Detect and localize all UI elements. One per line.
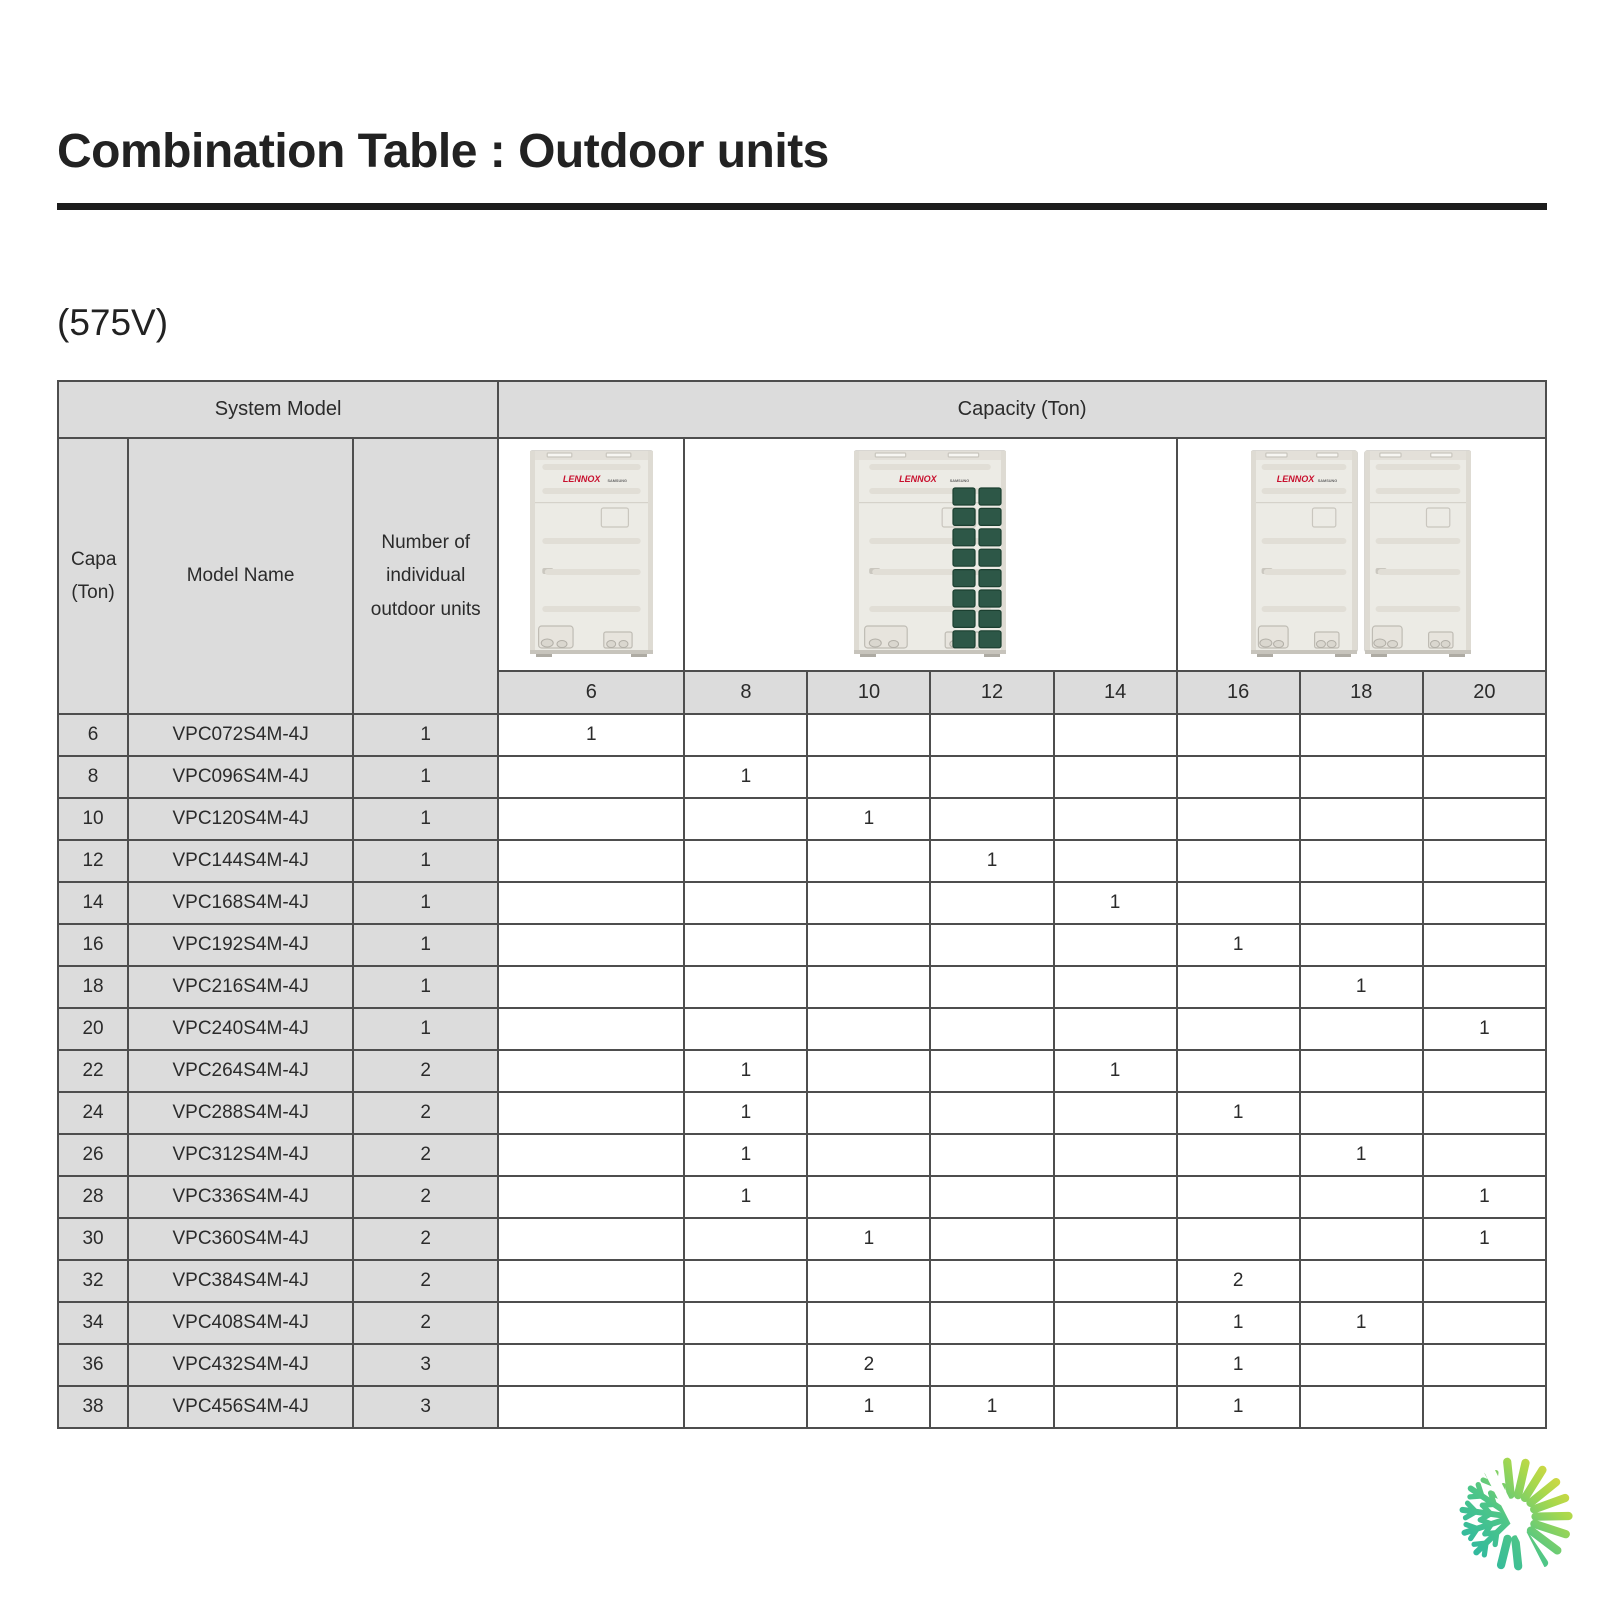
capacity-col-10: 10: [807, 671, 930, 714]
capacity-value-cell: [1423, 714, 1546, 756]
capacity-value-cell: [1177, 1218, 1300, 1260]
table-row: [58, 1302, 1546, 1344]
capacity-value-cell: [1177, 756, 1300, 798]
capacity-value-cell: 1: [684, 1134, 807, 1176]
table-row: [58, 714, 1546, 756]
capacity-value-cell: [1300, 798, 1423, 840]
capacity-value-cell: [1423, 1134, 1546, 1176]
capacity-value-cell: 1: [1300, 966, 1423, 1008]
capacity-value-cell: [1423, 1260, 1546, 1302]
capacity-value-cell: [1300, 1050, 1423, 1092]
capacity-value-cell: [1423, 756, 1546, 798]
model-name-cell: VPC312S4M-4J: [128, 1134, 353, 1176]
table-row: [58, 924, 1546, 966]
capa-cell: 20: [58, 1008, 128, 1050]
capa-cell: 12: [58, 840, 128, 882]
capa-cell: 14: [58, 882, 128, 924]
capacity-value-cell: [1300, 1344, 1423, 1386]
model-name-cell: VPC144S4M-4J: [128, 840, 353, 882]
unit-count-cell: 2: [353, 1260, 498, 1302]
model-name-cell: VPC456S4M-4J: [128, 1386, 353, 1428]
capacity-value-cell: [807, 966, 930, 1008]
capacity-value-cell: [1300, 1386, 1423, 1428]
capacity-value-cell: 1: [1054, 882, 1177, 924]
outdoor-unit-photo-double: [1177, 438, 1546, 671]
combination-table: [57, 380, 1547, 1429]
capacity-value-cell: [1177, 1176, 1300, 1218]
unit-count-cell: 1: [353, 798, 498, 840]
capa-cell: 22: [58, 1050, 128, 1092]
capacity-col-16: 16: [1177, 671, 1300, 714]
svg-text:SAMSUNG: SAMSUNG: [1318, 478, 1338, 483]
capa-cell: 16: [58, 924, 128, 966]
model-name-cell: VPC360S4M-4J: [128, 1218, 353, 1260]
table-row: [58, 756, 1546, 798]
capacity-value-cell: 1: [1054, 1050, 1177, 1092]
capacity-value-cell: 1: [684, 1092, 807, 1134]
model-name-cell: VPC216S4M-4J: [128, 966, 353, 1008]
unit-count-cell: 1: [353, 714, 498, 756]
capa-cell: 6: [58, 714, 128, 756]
model-name-cell: VPC264S4M-4J: [128, 1050, 353, 1092]
table-subheader-row: [58, 438, 1546, 671]
capa-cell: 26: [58, 1134, 128, 1176]
unit-count-cell: 2: [353, 1134, 498, 1176]
capacity-value-cell: [807, 1176, 930, 1218]
capacity-value-cell: [1423, 798, 1546, 840]
capacity-value-cell: [930, 1176, 1053, 1218]
capacity-value-cell: 1: [807, 1386, 930, 1428]
capacity-value-cell: [498, 1176, 684, 1218]
capacity-value-cell: [1423, 840, 1546, 882]
model-name-header: Model Name: [128, 438, 353, 714]
capacity-value-cell: [1054, 1008, 1177, 1050]
capa-cell: 24: [58, 1092, 128, 1134]
capacity-value-cell: 2: [1177, 1260, 1300, 1302]
capacity-value-cell: [807, 882, 930, 924]
capa-cell: 28: [58, 1176, 128, 1218]
capacity-value-cell: [498, 756, 684, 798]
capa-cell: 8: [58, 756, 128, 798]
outdoor-units-count-header: Number of individual outdoor units: [353, 438, 498, 714]
capacity-value-cell: [684, 840, 807, 882]
table-row: [58, 1092, 1546, 1134]
capacity-value-cell: [1300, 1092, 1423, 1134]
capacity-value-cell: [930, 1134, 1053, 1176]
capacity-value-cell: [1054, 1302, 1177, 1344]
capacity-value-cell: [1054, 1218, 1177, 1260]
capacity-value-cell: [1054, 840, 1177, 882]
table-row: [58, 1386, 1546, 1428]
model-name-cell: VPC336S4M-4J: [128, 1176, 353, 1218]
capacity-col-12: 12: [930, 671, 1053, 714]
capacity-value-cell: [1300, 714, 1423, 756]
capacity-value-cell: [807, 1134, 930, 1176]
capacity-col-8: 8: [684, 671, 807, 714]
capacity-value-cell: [1054, 1176, 1177, 1218]
capacity-value-cell: [807, 924, 930, 966]
capacity-value-cell: [684, 1218, 807, 1260]
capacity-value-cell: [1177, 1008, 1300, 1050]
capacity-value-cell: 2: [807, 1344, 930, 1386]
table-row: [58, 1176, 1546, 1218]
capacity-value-cell: [1423, 1092, 1546, 1134]
capacity-value-cell: [1423, 1344, 1546, 1386]
capacity-value-cell: [807, 840, 930, 882]
capacity-value-cell: [930, 1092, 1053, 1134]
capacity-value-cell: [1054, 1386, 1177, 1428]
capacity-value-cell: 1: [1177, 1386, 1300, 1428]
capacity-value-cell: [684, 798, 807, 840]
capacity-value-cell: [807, 1092, 930, 1134]
capacity-value-cell: 1: [930, 1386, 1053, 1428]
outdoor-unit-large-illustration: [854, 448, 1006, 660]
capa-cell: 38: [58, 1386, 128, 1428]
capacity-value-cell: [1177, 798, 1300, 840]
table-row: [58, 798, 1546, 840]
voltage-label: (575V): [57, 302, 169, 343]
capacity-value-cell: [1300, 924, 1423, 966]
capacity-value-cell: [684, 1260, 807, 1302]
capacity-value-cell: [1054, 756, 1177, 798]
brand-logo: [1434, 1442, 1592, 1592]
svg-text:LENNOX: LENNOX: [899, 473, 938, 484]
capacity-value-cell: [498, 1218, 684, 1260]
capacity-value-cell: [498, 1050, 684, 1092]
capacity-value-cell: [684, 714, 807, 756]
svg-text:SAMSUNG: SAMSUNG: [950, 478, 970, 483]
snowflake-sun-logo-icon: [1434, 1442, 1592, 1592]
capacity-value-cell: [807, 1050, 930, 1092]
capacity-value-cell: 1: [1177, 1092, 1300, 1134]
capacity-value-cell: [684, 924, 807, 966]
unit-count-cell: 3: [353, 1386, 498, 1428]
table-row: [58, 840, 1546, 882]
capacity-value-cell: [930, 714, 1053, 756]
capa-cell: 36: [58, 1344, 128, 1386]
capacity-value-cell: [1177, 1050, 1300, 1092]
table-row: [58, 1260, 1546, 1302]
capa-cell: 10: [58, 798, 128, 840]
capacity-value-cell: [807, 1008, 930, 1050]
capacity-value-cell: [1300, 840, 1423, 882]
capacity-value-cell: [498, 1260, 684, 1302]
outdoor-unit-single-illustration: [530, 448, 653, 660]
capacity-col-18: 18: [1300, 671, 1423, 714]
capacity-col-14: 14: [1054, 671, 1177, 714]
unit-count-cell: 2: [353, 1218, 498, 1260]
model-name-cell: VPC072S4M-4J: [128, 714, 353, 756]
model-name-cell: VPC192S4M-4J: [128, 924, 353, 966]
capacity-value-cell: [498, 1386, 684, 1428]
outdoor-unit-double-illustration: [1251, 448, 1471, 660]
capacity-col-6: 6: [498, 671, 684, 714]
unit-count-cell: 1: [353, 966, 498, 1008]
svg-text:LENNOX: LENNOX: [1277, 473, 1315, 484]
capacity-value-cell: [1300, 756, 1423, 798]
unit-count-cell: 2: [353, 1176, 498, 1218]
capacity-value-cell: [930, 1344, 1053, 1386]
capacity-value-cell: [498, 966, 684, 1008]
capacity-value-cell: [930, 1050, 1053, 1092]
table-row: [58, 966, 1546, 1008]
capacity-value-cell: [1423, 966, 1546, 1008]
title-rule: [57, 203, 1547, 210]
capacity-value-cell: [1300, 1260, 1423, 1302]
capacity-value-cell: [930, 1008, 1053, 1050]
capacity-value-cell: [1423, 1386, 1546, 1428]
capacity-value-cell: [684, 882, 807, 924]
capacity-value-cell: [930, 756, 1053, 798]
capacity-value-cell: [498, 840, 684, 882]
capacity-value-cell: [1300, 1008, 1423, 1050]
capacity-value-cell: [1300, 1176, 1423, 1218]
unit-count-cell: 1: [353, 882, 498, 924]
capacity-value-cell: [498, 1344, 684, 1386]
capacity-value-cell: [1300, 1218, 1423, 1260]
unit-count-cell: 2: [353, 1092, 498, 1134]
capacity-value-cell: 1: [807, 1218, 930, 1260]
model-name-cell: VPC168S4M-4J: [128, 882, 353, 924]
system-model-header: System Model: [58, 381, 498, 438]
capacity-value-cell: 1: [684, 1050, 807, 1092]
unit-count-cell: 1: [353, 1008, 498, 1050]
capa-cell: 32: [58, 1260, 128, 1302]
capacity-value-cell: [498, 1302, 684, 1344]
unit-count-cell: 1: [353, 840, 498, 882]
unit-count-cell: 2: [353, 1302, 498, 1344]
capacity-value-cell: 1: [684, 756, 807, 798]
capacity-value-cell: [1054, 1344, 1177, 1386]
capacity-value-cell: [1054, 1134, 1177, 1176]
capacity-value-cell: 1: [1177, 1302, 1300, 1344]
capacity-value-cell: [684, 1386, 807, 1428]
model-name-cell: VPC096S4M-4J: [128, 756, 353, 798]
table-row: [58, 882, 1546, 924]
capacity-value-cell: [807, 1260, 930, 1302]
capacity-value-cell: 1: [498, 714, 684, 756]
capacity-value-cell: 1: [1300, 1134, 1423, 1176]
capacity-value-cell: [930, 966, 1053, 1008]
model-name-cell: VPC384S4M-4J: [128, 1260, 353, 1302]
capacity-value-cell: [1177, 714, 1300, 756]
capacity-value-cell: [684, 966, 807, 1008]
capacity-value-cell: [1177, 1134, 1300, 1176]
outdoor-unit-photo-single: [498, 438, 684, 671]
capacity-value-cell: [684, 1344, 807, 1386]
capacity-value-cell: [1177, 966, 1300, 1008]
capacity-value-cell: 1: [1423, 1218, 1546, 1260]
capacity-value-cell: [807, 714, 930, 756]
unit-count-cell: 1: [353, 924, 498, 966]
capacity-value-cell: [1054, 1092, 1177, 1134]
table-group-header-row: [58, 381, 1546, 438]
model-name-cell: VPC120S4M-4J: [128, 798, 353, 840]
capacity-value-cell: 1: [1423, 1008, 1546, 1050]
capacity-value-cell: [498, 1008, 684, 1050]
svg-text:LENNOX: LENNOX: [562, 473, 601, 484]
capacity-value-cell: [930, 798, 1053, 840]
capacity-value-cell: 1: [1423, 1176, 1546, 1218]
capacity-value-cell: [498, 1092, 684, 1134]
outdoor-unit-photo-large: [684, 438, 1176, 671]
unit-count-cell: 2: [353, 1050, 498, 1092]
capacity-value-cell: [1177, 882, 1300, 924]
capacity-value-cell: 1: [807, 798, 930, 840]
capacity-value-cell: [930, 882, 1053, 924]
capacity-value-cell: [930, 1260, 1053, 1302]
capacity-value-cell: [684, 1302, 807, 1344]
capacity-value-cell: [1054, 714, 1177, 756]
model-name-cell: VPC432S4M-4J: [128, 1344, 353, 1386]
capa-cell: 18: [58, 966, 128, 1008]
capacity-value-cell: [498, 798, 684, 840]
capacity-value-cell: [498, 1134, 684, 1176]
page-title: Combination Table : Outdoor units: [57, 125, 829, 178]
capacity-col-20: 20: [1423, 671, 1546, 714]
capacity-value-cell: [498, 924, 684, 966]
capacity-value-cell: [1054, 798, 1177, 840]
capacity-value-cell: [1423, 1050, 1546, 1092]
model-name-cell: VPC408S4M-4J: [128, 1302, 353, 1344]
unit-count-cell: 1: [353, 756, 498, 798]
capacity-value-cell: 1: [1300, 1302, 1423, 1344]
capa-cell: 30: [58, 1218, 128, 1260]
capacity-value-cell: [807, 756, 930, 798]
capacity-value-cell: [1054, 1260, 1177, 1302]
capacity-value-cell: [1300, 882, 1423, 924]
capacity-value-cell: 1: [930, 840, 1053, 882]
capa-cell: 34: [58, 1302, 128, 1344]
capacity-value-cell: [1423, 924, 1546, 966]
capacity-header: Capacity (Ton): [498, 381, 1546, 438]
capacity-value-cell: [930, 1302, 1053, 1344]
capacity-value-cell: [807, 1302, 930, 1344]
model-name-cell: VPC288S4M-4J: [128, 1092, 353, 1134]
capacity-value-cell: [498, 882, 684, 924]
capacity-value-cell: [1054, 924, 1177, 966]
svg-text:SAMSUNG: SAMSUNG: [607, 478, 627, 483]
capa-ton-header: Capa (Ton): [58, 438, 128, 714]
table-row: [58, 1008, 1546, 1050]
model-name-cell: VPC240S4M-4J: [128, 1008, 353, 1050]
table-row: [58, 1050, 1546, 1092]
capacity-value-cell: 1: [684, 1176, 807, 1218]
capacity-value-cell: [684, 1008, 807, 1050]
table-row: [58, 1344, 1546, 1386]
capacity-value-cell: [1054, 966, 1177, 1008]
table-body: [58, 714, 1546, 1428]
capacity-value-cell: [930, 1218, 1053, 1260]
table-row: [58, 1134, 1546, 1176]
capacity-value-cell: [1423, 1302, 1546, 1344]
capacity-value-cell: [1177, 840, 1300, 882]
capacity-value-cell: [1423, 882, 1546, 924]
unit-count-cell: 3: [353, 1344, 498, 1386]
capacity-value-cell: [930, 924, 1053, 966]
table-row: [58, 1218, 1546, 1260]
capacity-value-cell: 1: [1177, 1344, 1300, 1386]
capacity-value-cell: 1: [1177, 924, 1300, 966]
